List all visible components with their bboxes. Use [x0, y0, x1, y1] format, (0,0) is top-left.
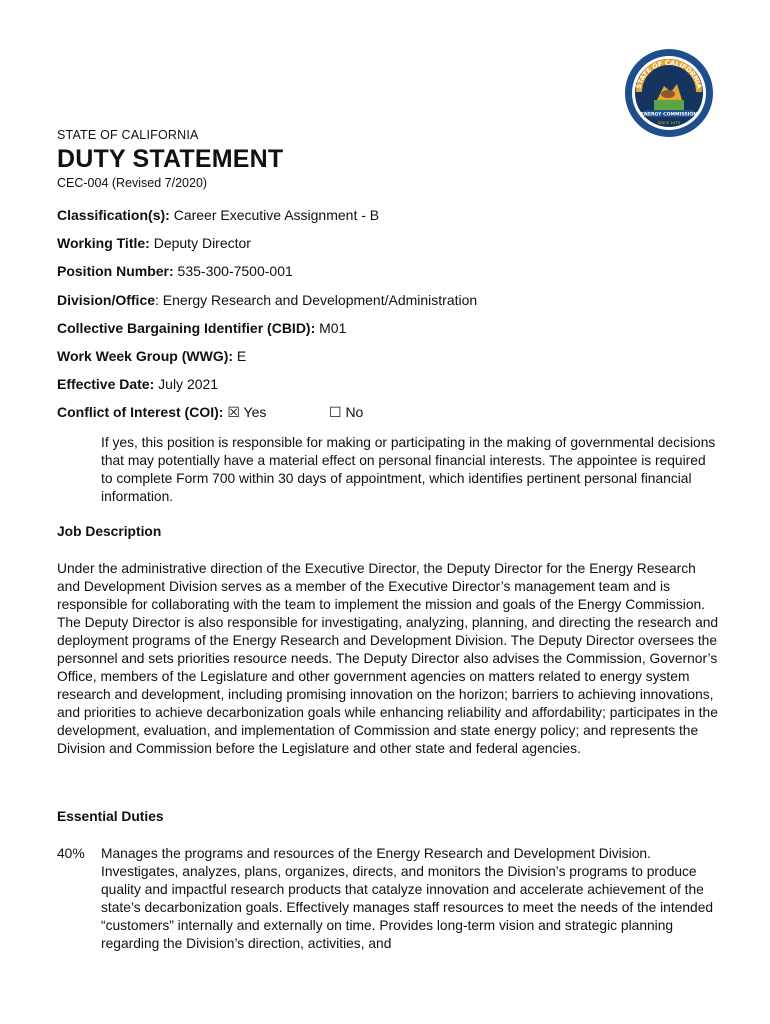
field-effective-date: [57, 375, 727, 403]
field-division: [57, 291, 727, 319]
seal-top-text: STATE OF CALIFORNIA: [634, 58, 704, 90]
coi-no-checkbox[interactable]: ☐ No: [329, 404, 364, 421]
field-label: Division/Office: [57, 291, 156, 308]
energy-commission-seal-logo: [624, 48, 714, 138]
field-value: E: [233, 347, 247, 364]
field-value: M01: [315, 319, 347, 336]
position-fields: [57, 206, 727, 432]
field-position-number: [57, 262, 727, 290]
coi-explanation: If yes, this position is responsible for making or participating in the making of governmental decisions that may potentially have a material effect on personal financial interests. The appointee is required to complete Form 700 within 30 days of appointment, which identifies pertinent personal financial information.: [101, 435, 716, 504]
field-working-title: [57, 234, 727, 262]
field-cbid: [57, 319, 727, 347]
seal-bottom-text: ENERGY COMMISSION: [640, 112, 698, 118]
field-value: Career Executive Assignment - B: [169, 207, 380, 223]
field-wwg: [57, 347, 727, 375]
job-description-heading: Job Description: [57, 524, 162, 539]
field-conflict-of-interest: [57, 403, 727, 431]
document-header: [57, 128, 717, 190]
essential-duties-heading: Essential Duties: [57, 809, 164, 824]
state-label: STATE OF CALIFORNIA: [57, 128, 199, 142]
field-label: Effective Date:: [57, 376, 155, 393]
document-title: DUTY STATEMENT: [57, 145, 284, 173]
field-value: July 2021: [154, 376, 219, 393]
field-label: Conflict of Interest (COI):: [57, 404, 224, 421]
coi-yes-checkbox[interactable]: ☒ Yes: [223, 404, 267, 421]
field-value: : Energy Research and Development/Administration: [155, 291, 478, 308]
field-label: Collective Bargaining Identifier (CBID):: [57, 319, 316, 336]
seal-since-text: SINCE 1975: [657, 120, 681, 125]
field-label: Classification(s):: [57, 207, 170, 223]
field-label: Position Number:: [57, 263, 174, 280]
field-label: Work Week Group (WWG):: [57, 347, 234, 364]
field-value: 535-300-7500-001: [173, 263, 293, 280]
field-label: Working Title:: [57, 235, 150, 252]
job-description-text: Under the administrative direction of the Executive Director, the Deputy Director for the Energy Research and Development Division serves as a member of the Executive Director’s management team and is responsible for collaborating with the team to implement the mission and goals of the Energy Commission. The Deputy Director is also responsible for investigating, analyzing, planning, and directing the research and deployment programs of the Energy Research and Development Division. The Deputy Director oversees the personnel and sets priorities resource needs. The Deputy Director also advises the Commission, Governor’s Office, members of the Legislature and other government agencies on matters related to energy system research and development, including promising innovation on the horizon; barriers to achieving innovations, and priorities to achieve decarbonization goals while enhancing reliability and affordability; participates in the development, evaluation, and implementation of Commission and state energy policy; and represents the Division and Commission before the Legislature and other state and federal agencies.: [57, 561, 719, 756]
duty-text: Manages the programs and resources of the Energy Research and Development Division. Investigates, analyzes, plans, organizes, directs, and monitors the Division’s programs to produce quality and impactful research products that catalyze innovation and accelerate achievement of the state’s decarbonization goals. Effectively manages staff resources to meet the needs of the intended “customers” internally and externally on time. Provides long-term vision and strategic planning regarding the Division’s direction, activities, and: [101, 846, 714, 951]
form-identifier: CEC-004 (Revised 7/2020): [57, 176, 208, 190]
field-value: Deputy Director: [149, 235, 251, 252]
duty-percent: 40%: [57, 846, 85, 861]
field-classification: [57, 206, 727, 234]
